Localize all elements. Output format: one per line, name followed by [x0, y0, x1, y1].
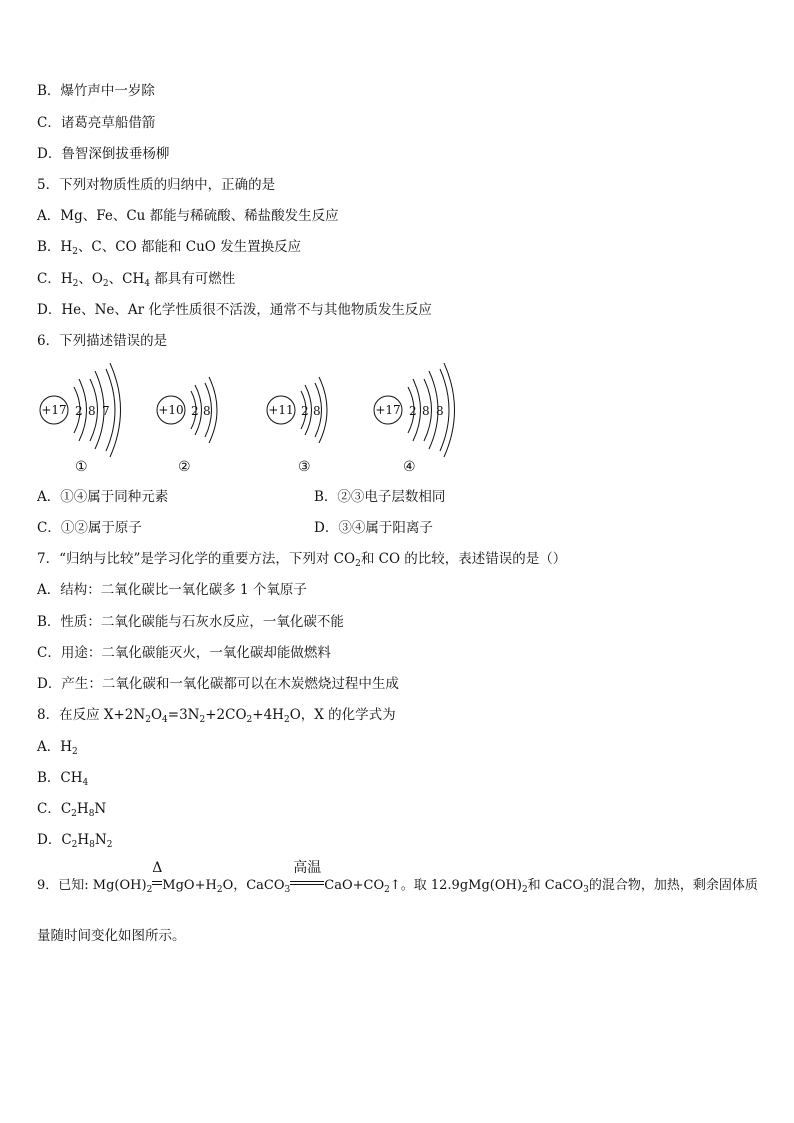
q6-option-d: D．③④属于阳离子 [314, 520, 433, 536]
high-temp-condition: 高温 [290, 876, 324, 896]
q7-option-a: A．结构：二氧化碳比一氧化碳多 1 个氧原子 [37, 582, 307, 598]
q4-option-c: C．诸葛亮草船借箭 [37, 115, 156, 131]
q6-options-row-1 [37, 487, 757, 507]
atom-label-3: ③ [298, 459, 311, 475]
q7-option-d: D．产生：二氧化碳和一氧化碳都可以在木炭燃烧过程中生成 [37, 676, 399, 692]
nucleus-charge: +10 [158, 403, 184, 417]
q7-stem: 7．“归纳与比较”是学习化学的重要方法，下列对 $CO_2$和 CO 的比较，表述错误的是（） [37, 551, 567, 569]
nucleus-charge: +17 [375, 403, 401, 417]
nucleus-charge: +11 [268, 403, 294, 417]
q6-options-row-2 [37, 518, 757, 538]
q5-option-d: D．He、Ne、Ar 化学性质很不活泼，通常不与其他物质发生反应 [37, 302, 432, 318]
q8-option-b: B．$CH_4$ [37, 770, 89, 788]
q6-option-b: B．②③电子层数相同 [314, 489, 446, 505]
q7-option-b: B．性质：二氧化碳能与石灰水反应，一氧化碳不能 [37, 614, 344, 630]
shell-electrons: 8 [313, 404, 321, 418]
q4-option-b: B．爆竹声中一岁除 [37, 83, 155, 99]
shell-electrons: 2 [75, 404, 83, 418]
q5-option-c: C．$H_2$、$O_2$、$CH_4$ 都具有可燃性 [37, 271, 236, 289]
q5-option-b: B．$H_2$、C、CO 都能和 CuO 发生置换反应 [37, 239, 302, 257]
q8-option-d: D．$C_2H_8N_2$ [37, 832, 113, 850]
q5-stem: 5．下列对物质性质的归纳中，正确的是 [37, 177, 276, 193]
shell-electrons: 8 [88, 404, 96, 418]
atom-diagram-3 [265, 363, 355, 458]
atom-label-2: ② [178, 459, 191, 475]
q6-option-c: C．①②属于原子 [37, 520, 142, 536]
q4-option-d: D．鲁智深倒拔垂杨柳 [37, 146, 170, 162]
q9-stem: 9．已知: $Mg(OH)_2$ Δ $MgO+H_2O$，CaCO$_3$ 高温 $CaO+CO_2↑$。取 $12.9gMg(OH)_2$和 CaCO$_3$的混合物，加热，剩余固体质 [37, 860, 758, 895]
atom-structure-diagrams [30, 363, 470, 478]
q6-stem: 6．下列描述错误的是 [37, 333, 168, 349]
atom-label-1: ① [75, 459, 88, 475]
shell-electrons: 2 [301, 404, 309, 418]
atom-diagram-1 [30, 363, 140, 458]
q8-option-c: C．$C_2H_8N$ [37, 801, 107, 819]
shell-electrons: 8 [422, 404, 430, 418]
q9-line-2: 量随时间变化如图所示。 [37, 928, 186, 944]
shell-electrons: 2 [409, 404, 417, 418]
shell-electrons: 2 [191, 404, 199, 418]
shell-electrons: 8 [436, 404, 444, 418]
heat-condition: Δ [152, 876, 162, 896]
shell-electrons: 8 [203, 404, 211, 418]
q7-option-c: C．用途：二氧化碳能灭火，一氧化碳却能做燃料 [37, 645, 331, 661]
q8-option-a: A．$H_2$ [37, 739, 78, 757]
shell-electrons: 7 [102, 404, 110, 418]
atom-diagram-2 [155, 363, 245, 458]
q6-option-a: A．①④属于同种元素 [37, 489, 169, 505]
atom-label-4: ④ [403, 459, 416, 475]
q5-option-a: A．Mg、Fe、Cu 都能与稀硫酸、稀盐酸发生反应 [37, 208, 339, 224]
q8-stem: 8．在反应 $X+2N_2O_4=3N_2+2CO_2+4H_2O$，X 的化学式为 [37, 707, 396, 725]
nucleus-charge: +17 [41, 403, 67, 417]
atom-diagram-4 [370, 363, 480, 458]
